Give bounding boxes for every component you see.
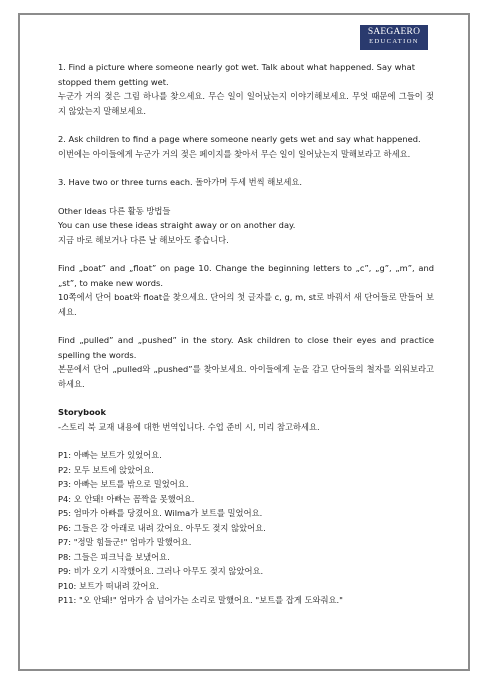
- step3-text: 3. Have two or three turns each. 돌아가며 두세 번씩 해보세요.: [58, 177, 302, 187]
- storybook-line: P11: "오 안돼!" 엄마가 숨 넘어가는 소리로 말했어요. "보트를 잡게 도와줘요.": [58, 595, 343, 605]
- idea-boat-english: Find „boat” and „float” on page 10. Change the beginning letters to „c”, „g”, „m”, and „st”, to make new words.: [58, 263, 434, 288]
- logo-line-1: SAEGAERO: [367, 27, 421, 37]
- saegaero-education-logo: [360, 25, 428, 50]
- other-ideas-english: You can use these ideas straight away or on another day.: [58, 220, 296, 230]
- step1-korean: 누군가 거의 젖은 그림 하나를 찾으세요. 무슨 일이 일어났는지 이야기해보세요. 무엇 때문에 그들이 젖지 않았는지 말해보세요.: [58, 91, 434, 116]
- logo-line-2: EDUCATION: [369, 38, 419, 45]
- idea-pulled-korean: 본문에서 단어 „pulled와 „pushed”를 찾아보세요. 아이들에게 눈을 감고 단어들의 철자를 외워보라고 하세요.: [58, 364, 434, 389]
- storybook-line: P1: 아빠는 보트가 있었어요.: [58, 450, 162, 460]
- step2-korean: 이번에는 아이들에게 누군가 거의 젖은 페이지를 찾아서 무슨 일이 일어났는지 말해보라고 하세요.: [58, 148, 411, 159]
- step2-english: 2. Ask children to find a page where someone nearly gets wet and say what happened.: [58, 134, 421, 144]
- other-ideas-heading: Other Ideas 다른 활동 방법들: [58, 205, 171, 216]
- storybook-line: P5: 엄마가 아빠를 당겼어요. Wilma가 보트를 밀었어요.: [58, 508, 263, 518]
- step1-english: 1. Find a picture where someone nearly got wet. Talk about what happened. Say what stopped them getting wet.: [58, 62, 415, 87]
- storybook-line: P6: 그들은 강 아래로 내려 갔어요. 아무도 젖지 않았어요.: [58, 522, 266, 533]
- storybook-heading: Storybook: [58, 407, 106, 417]
- storybook-line: P9: 비가 오기 시작했어요. 그러나 아무도 젖지 않았어요.: [58, 566, 264, 576]
- idea-boat-korean: 10쪽에서 단어 boat와 float을 찾으세요. 단어의 첫 글자를 c, g, m, st로 바꿔서 새 단어들로 만들어 보세요.: [58, 292, 434, 317]
- other-ideas-korean: 지금 바로 해보거나 다른 날 해보아도 좋습니다.: [58, 234, 229, 245]
- storybook-line: P10: 보트가 떠내려 갔어요.: [58, 580, 160, 591]
- storybook-line: P7: "정말 힘들군!" 엄마가 말했어요.: [58, 537, 192, 547]
- storybook-line: P4: 오 안돼! 아빠는 꼼짝을 못했어요.: [58, 493, 195, 504]
- storybook-line: P3: 아빠는 보트를 밖으로 밀었어요.: [58, 479, 189, 489]
- idea-pulled-english: Find „pulled” and „pushed” in the story. Ask children to close their eyes and practice spelling the words.: [58, 335, 434, 360]
- storybook-line: P8: 그들은 피크닉을 보냈어요.: [58, 551, 170, 562]
- document-body: [58, 60, 434, 608]
- storybook-line: P2: 모두 보트에 앉았어요.: [58, 464, 154, 475]
- storybook-note: -스토리 북 교재 내용에 대한 번역입니다. 수업 준비 시, 미리 참고하세요.: [58, 421, 320, 432]
